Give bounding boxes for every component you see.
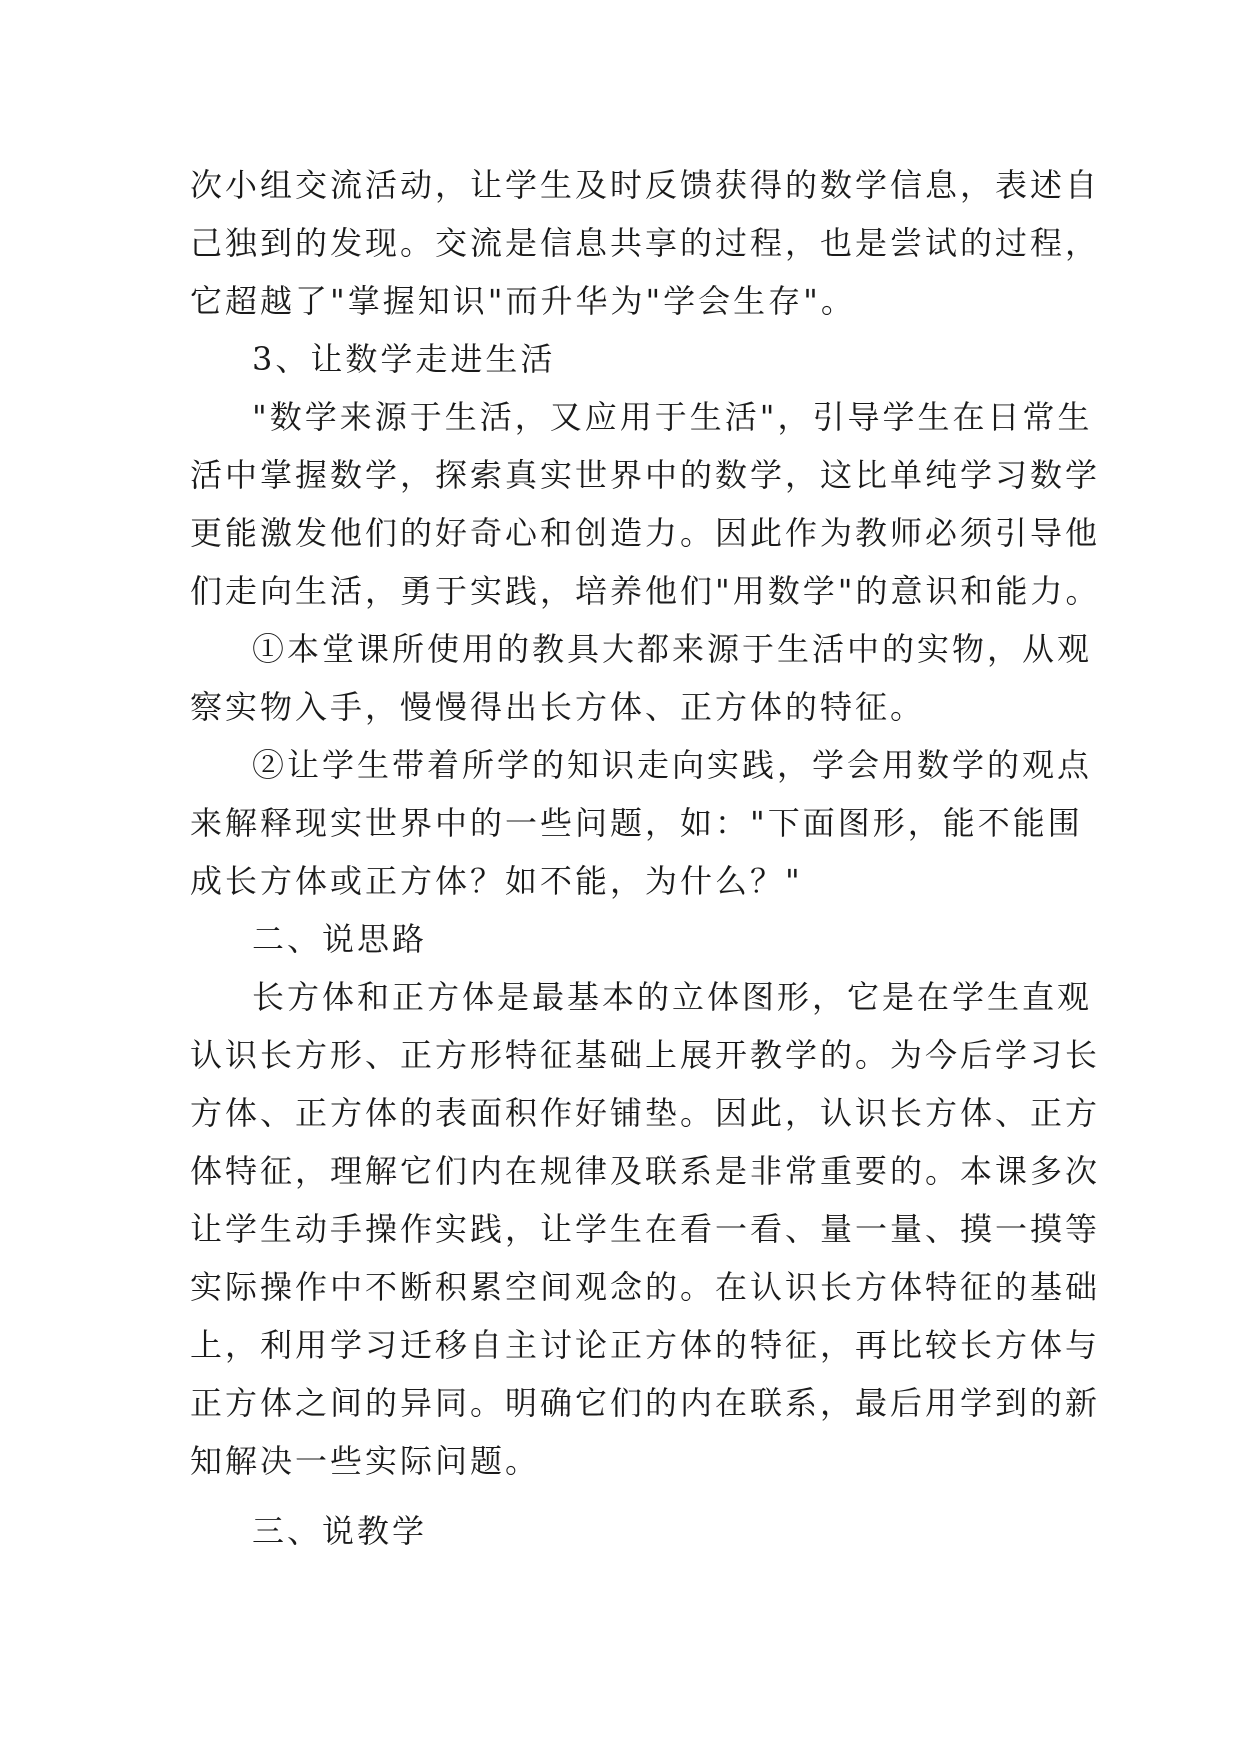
- paragraph-line: 它超越了"掌握知识"而升华为"学会生存"。: [190, 282, 856, 320]
- paragraph-line: 长方体和正方体是最基本的立体图形，它是在学生直观: [252, 978, 1093, 1016]
- section-heading-3-teaching: 三、说教学: [252, 1512, 428, 1550]
- paragraph-line: 活中掌握数学，探索真实世界中的数学，这比单纯学习数学: [190, 456, 1101, 494]
- paragraph-line: 们走向生活，勇于实践，培养他们"用数学"的意识和能力。: [190, 572, 1101, 610]
- paragraph-line: 察实物入手，慢慢得出长方体、正方体的特征。: [190, 688, 926, 726]
- paragraph-line: 正方体之间的异同。明确它们的内在联系，最后用学到的新: [190, 1384, 1101, 1422]
- paragraph-line: 实际操作中不断积累空间观念的。在认识长方体特征的基础: [190, 1268, 1101, 1306]
- paragraph-line: 体特征，理解它们内在规律及联系是非常重要的。本课多次: [190, 1152, 1101, 1190]
- paragraph-line: 更能激发他们的好奇心和创造力。因此作为教师必须引导他: [190, 514, 1101, 552]
- paragraph-line: 认识长方形、正方形特征基础上展开教学的。为今后学习长: [190, 1036, 1101, 1074]
- list-item-1: ①本堂课所使用的教具大都来源于生活中的实物，从观: [252, 630, 1093, 668]
- paragraph-line: 方体、正方体的表面积作好铺垫。因此，认识长方体、正方: [190, 1094, 1101, 1132]
- list-item-2: ②让学生带着所学的知识走向实践，学会用数学的观点: [252, 746, 1093, 784]
- paragraph-line: 让学生动手操作实践，让学生在看一看、量一量、摸一摸等: [190, 1210, 1101, 1248]
- document-body: [190, 156, 1101, 1560]
- paragraph-line: 次小组交流活动，让学生及时反馈获得的数学信息，表述自: [190, 166, 1101, 204]
- section-heading-2: 二、说思路: [252, 920, 428, 958]
- paragraph-line: 上，利用学习迁移自主讨论正方体的特征，再比较长方体与: [190, 1326, 1101, 1364]
- paragraph-line: 成长方体或正方体？如不能，为什么？": [190, 862, 803, 900]
- paragraph-line: 己独到的发现。交流是信息共享的过程，也是尝试的过程，: [190, 224, 1101, 262]
- paragraph-line: 知解决一些实际问题。: [190, 1442, 541, 1480]
- section-heading-3: 3、让数学走进生活: [252, 340, 556, 378]
- paragraph-line: "数学来源于生活，又应用于生活"，引导学生在日常生: [252, 398, 1093, 436]
- paragraph-line: 来解释现实世界中的一些问题，如："下面图形，能不能围: [190, 804, 1083, 842]
